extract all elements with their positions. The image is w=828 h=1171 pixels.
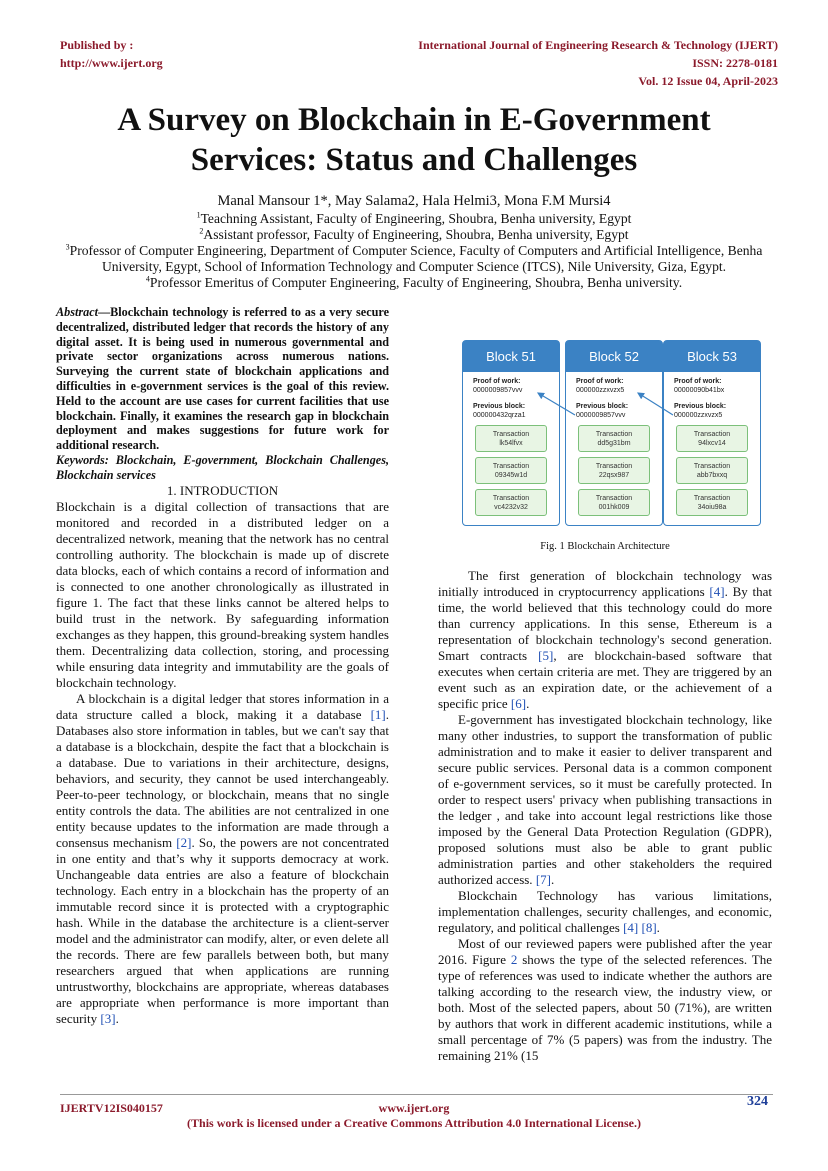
citation-5[interactable]: [5] — [538, 648, 554, 663]
license-note: (This work is licensed under a Creative Commons Attribution 4.0 International License.) — [187, 1116, 641, 1130]
journal-url[interactable]: http://www.ijert.org — [60, 56, 163, 70]
abstract — [56, 305, 389, 453]
paper-id: IJERTV12IS040157 — [60, 1101, 163, 1115]
citation-8[interactable]: [8] — [641, 920, 657, 935]
citation-6[interactable]: [6] — [510, 696, 527, 711]
intro-paragraph-2: A blockchain is a digital ledger that stores information in a data structure called a block, making it a database [1]. Databases also store information in tables, but we can't say that a database is a blockchain, despite the fact that a blockchain is a database. Due to variations in their architecture, designs, behaviors, and security, they cannot be used interchangeably. Peer-to-peer technology, or blockchain, means that no single entity controls the data. The abilities are not centralized in one entity because updates to the information are made through a consensus mechanism [2]. So, the powers are not concentrated in one entity and that’s why it supports democracy at work. Unchangeable data entries are also a feature of blockchain technology. Each entry in a blockchain has the property of an immutable record since it is protected with a cryptographic hash. While in the database the architecture is a client-server model and the administrator can modify, alter, or even delete all the records. There are few parallels between both, but many researchers argued that when applications are running untrustworthy, blockchains are appropriate, whereas databases are appropriate when performance is more important than security [3]. — [56, 690, 389, 1026]
affiliation-1: $^1$Teachning Assistant, Faculty of Engineering, Shoubra, Benha university, Egypt — [196, 210, 632, 226]
proof-of-work-value: 000000zzxvzx5 — [576, 386, 625, 394]
keywords: Keywords: Blockchain, E-government, Blockchain Challenges, Blockchain services — [56, 452, 389, 482]
arrow-53-to-52 — [638, 393, 673, 415]
right-paragraph-3: Blockchain Technology has various limitations, implementation challenges, security challenges, and economic, regulatory, and political challenges [4] [8]. — [438, 888, 772, 935]
previous-block-value: 000000zzxvzx5 — [674, 411, 723, 419]
arrow-52-to-51 — [538, 393, 575, 415]
transaction-box: Transaction 34oiu98a — [676, 489, 748, 516]
header-left — [60, 36, 163, 72]
block-title: Block 53 — [664, 341, 760, 372]
block-title: Block 52 — [566, 341, 662, 372]
citation-3[interactable]: [3] — [100, 1010, 116, 1026]
citation-1[interactable]: [1] — [370, 706, 386, 722]
right-column — [438, 568, 772, 1064]
section-heading-introduction: 1. INTRODUCTION — [166, 482, 279, 498]
abstract-label: Abstract — [56, 305, 98, 319]
title-line-1: A Survey on Blockchain in E-Government — [117, 102, 711, 138]
page-number: 324 — [747, 1094, 768, 1109]
transaction-box: Transaction 09345w1d — [475, 457, 547, 484]
proof-of-work-value: 0000009857vvv — [473, 386, 523, 394]
right-paragraph-2: E-government has investigated blockchain technology, like many other industries, to support the transformation of public administration and to make it easier to deliver transparent and secure public services. Personal data is a common component of e-government services, so it must be carefully protected. In order to respect users' privacy when publishing transactions in the ledger , and take into account legal restrictions like those imposed by the General Data Protection Regulation (GDPR), proposed solutions must also be able to grant public administration parties and other stakeholders the required authorized access. [7]. — [438, 712, 772, 887]
right-paragraph-4: Most of our reviewed papers were published after the year 2016. Figure 2 shows the type of the selected references. The type of references was used to indicate whether the authors are talking according to the research view, the industry view, or both. Most of the selected papers, about 50 (71%), are written by authors that work in different academic institutions, while a small percentage of 7% (5 papers) was from the industry. The remaining 21% (15 — [438, 936, 772, 1063]
figure-caption: Fig. 1 Blockchain Architecture — [540, 541, 670, 552]
published-by: Published by : — [60, 38, 134, 52]
link-arrows — [462, 340, 772, 526]
figure-2-link[interactable]: 2 — [510, 952, 518, 967]
block-51: Block 51 Proof of work: 0000009857vvv Previous block: 000000432qrza1 Transaction lk54lfvx Transaction 09345w1d Transaction vc4232v32 — [462, 340, 560, 526]
affiliation-3a: $^3$Professor of Computer Engineering, Department of Computer Science, Faculty of Computers and Artificial Intelligence, Benha — [65, 242, 763, 258]
affiliation-4: $^4$Professor Emeritus of Computer Engineering, Faculty of Engineering, Shoubra, Benha university. — [145, 274, 683, 290]
citation-4b[interactable]: [4] — [623, 920, 639, 935]
header-right — [418, 36, 778, 90]
paper-title — [60, 100, 768, 180]
footer-rule — [60, 1094, 773, 1095]
authors-block — [55, 193, 773, 291]
affiliation-2: $^2$Assistant professor, Faculty of Engineering, Shoubra, Benha university, Egypt — [199, 226, 629, 242]
footer-url[interactable]: www.ijert.org — [378, 1101, 450, 1115]
transaction-box: Transaction vc4232v32 — [475, 489, 547, 516]
transaction-box: Transaction dd5g31bm — [578, 425, 650, 452]
citation-4[interactable]: [4] — [709, 584, 725, 599]
abstract-text: —Blockchain technology is referred to as a very secure decentralized, distributed ledger that records the history of any digital asset. It is being used in numerous governmental and private sector organizations across numerous nations. Surveying the current state of blockchain applications and difficulties in e-government services is the goal of this review. Held to the account are use cases for current facilities that use blockchain. Finally, it examines the research gap in blockchain deployment and makes suggestions for future work for additional research. — [56, 305, 389, 453]
title-line-2: Services: Status and Challenges — [190, 142, 638, 178]
citation-7[interactable]: [7] — [535, 872, 551, 887]
affiliation-3b: University, Egypt, School of Information Technology and Computer Science (ITCS), Nile University, Giza, Egypt. — [101, 259, 727, 274]
left-column — [56, 305, 389, 1027]
previous-block-value: 000000432qrza1 — [473, 411, 526, 419]
intro-paragraph-1: Blockchain is a digital collection of transactions that are monitored and recorded in a distributed ledger on a decentralized network, meaning that the network has no central controlling authority. The blockchain is made up of discrete data blocks, each of which contains a record of information and is connected to one another chronologically as illustrated in figure 1. The fact that these links cannot be altered helps to build trust in the network. By safeguarding information exchanges as they happen, this ground-breaking system handles them. Decentralizing data collection, storing, and processing while ensuring data integrity and immutability are the goals of blockchain technology. — [56, 498, 389, 690]
journal-name: International Journal of Engineering Research & Technology (IJERT) — [418, 38, 778, 52]
block-53: Block 53 Proof of work: 00000090b41bx Previous block: 000000zzxvzx5 Transaction 94lxcv14 Transaction abb7bxxq Transaction 34oiu98a — [663, 340, 761, 526]
transaction-box: Transaction 001hk009 — [578, 489, 650, 516]
right-paragraph-1: The first generation of blockchain technology was initially introduced in cryptocurrency applications [4]. By that time, the world believed that this technology could do more than currency applications. In this sense, Ethereum is a representation of blockchain technology's second generation. Smart contracts [5], are blockchain-based software that executes when certain criteria are met. They are triggered by an event such as an expiration date, or the achievement of a specific price [6]. — [438, 568, 772, 711]
issn: ISSN: 2278-0181 — [692, 56, 778, 70]
volume: Vol. 12 Issue 04, April-2023 — [638, 74, 778, 88]
previous-block-value: 0000009857vvv — [576, 411, 626, 419]
transaction-box: Transaction 22qsx987 — [578, 457, 650, 484]
block-title: Block 51 — [463, 341, 559, 372]
transaction-box: Transaction lk54lfvx — [475, 425, 547, 452]
transaction-box: Transaction 94lxcv14 — [676, 425, 748, 452]
citation-2[interactable]: [2] — [176, 834, 192, 850]
author-names: Manal Mansour 1*, May Salama2, Hala Helmi3, Mona F.M Mursi4 — [217, 193, 611, 209]
blockchain-architecture-figure — [462, 340, 772, 526]
block-52: Block 52 Proof of work: 000000zzxvzx5 Previous block: 0000009857vvv Transaction dd5g31bm Transaction 22qsx987 Transaction 001hk009 — [565, 340, 663, 526]
proof-of-work-value: 00000090b41bx — [674, 386, 725, 394]
transaction-box: Transaction abb7bxxq — [676, 457, 748, 484]
